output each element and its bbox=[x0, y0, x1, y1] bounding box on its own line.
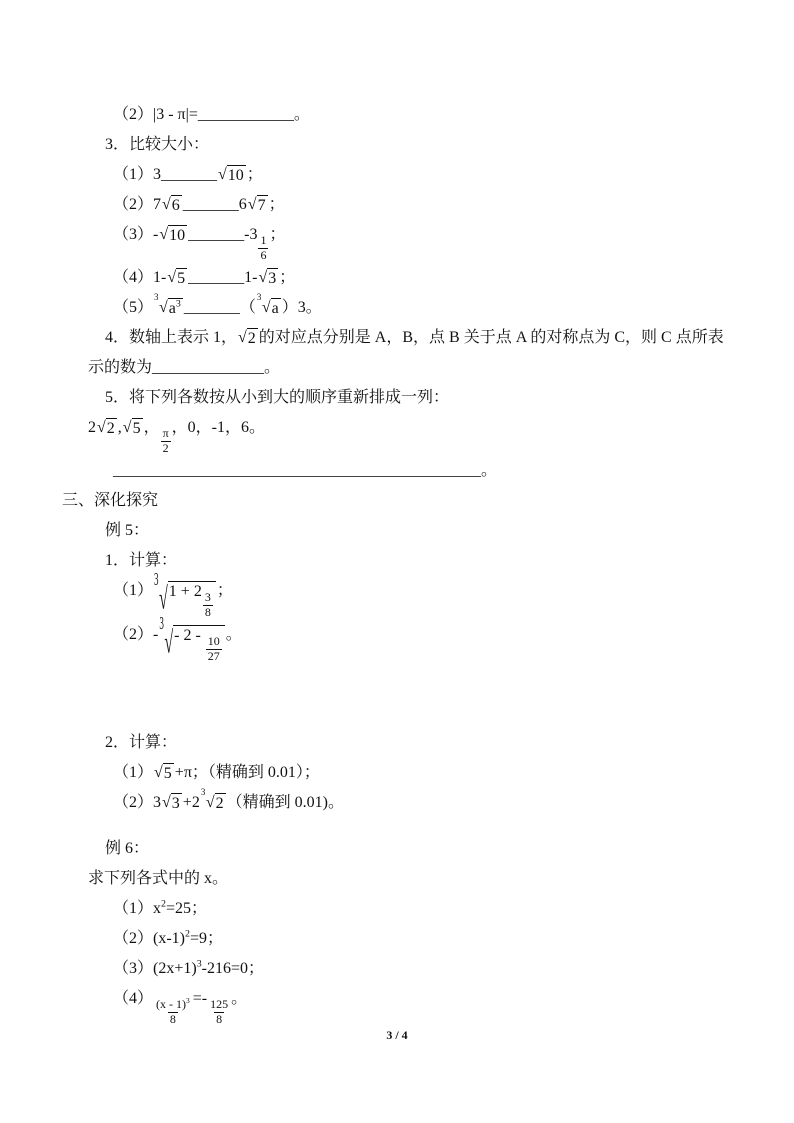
cube-root-radical: 3 √ - 2 - $\frac{10}{27}$ bbox=[164, 625, 224, 664]
document-line: $(1)x^2=25$； bbox=[113, 898, 207, 917]
document-line: 1．计算： bbox=[105, 551, 178, 569]
radical-index: 3 bbox=[256, 291, 262, 302]
square-root-radical: √ 5 bbox=[167, 268, 186, 287]
document-line: $(2)(x-1)^2=9$； bbox=[113, 928, 223, 947]
superscript: 2 bbox=[185, 928, 190, 940]
document-line: 4．数轴上表示 1， √ 2 的对应点分别是 A，B，点 B 关于点 A 的对称点为 C，则 C 点所表 bbox=[105, 328, 724, 347]
fraction: $\frac{3}{8}$ bbox=[204, 590, 211, 620]
superscript: 3 bbox=[186, 996, 190, 1006]
document-line: 2 √ 2 , √ 5 ， $\frac{\pi}{2}$ ，0，-1，6。 bbox=[88, 418, 265, 456]
square-root-radical: √ 7 bbox=[247, 196, 266, 214]
cube-root-radical: 3 √ $a^3$ bbox=[154, 291, 181, 317]
square-root-radical: √ 10 bbox=[159, 226, 186, 244]
fraction: $\frac{(x - 1)^3}{8}$ bbox=[156, 996, 190, 1027]
document-line: （2）|3 - π|=____________。 bbox=[113, 106, 310, 123]
document-line: （4）1- √ 5 _______1- √ 3 ； bbox=[113, 268, 296, 287]
cube-root-radical: 3 √ 2 bbox=[200, 786, 224, 812]
radical-index: 3 bbox=[154, 291, 159, 302]
fraction: $\frac{\pi}{2}$ bbox=[162, 426, 169, 456]
document-line: ______________________________________________。 bbox=[113, 461, 498, 479]
square-root-radical: √ 5 bbox=[122, 418, 141, 437]
document-body bbox=[62, 100, 748, 1027]
document-line: 3．比较大小： bbox=[105, 136, 210, 153]
square-root-radical: √ 3 bbox=[162, 793, 180, 812]
document-line: 例 5： bbox=[105, 521, 150, 539]
document-line: （3）- √ 10 _______-3 $\frac{1}{6}$ ； bbox=[113, 226, 286, 263]
square-root-radical: √ 3 bbox=[258, 268, 277, 287]
document-line: （2）7 √ 6 _______6 √ 7 ； bbox=[113, 196, 285, 214]
document-line: 示的数为______________。 bbox=[88, 358, 281, 376]
superscript: 3 bbox=[196, 958, 202, 970]
document-line: （2）3 √ 3 +2 3 √ 2 （精确到 0.01)。 bbox=[113, 786, 344, 812]
document-line: （5） 3 √ $a^3$ _______（ 3 √ a ）3。 bbox=[113, 291, 322, 317]
superscript: 3 bbox=[175, 298, 181, 310]
document-line: 2．计算： bbox=[105, 733, 178, 751]
document-line: （4） $\frac{(x - 1)^3}{8}$ =- $\frac{125}{8}$ 。 bbox=[113, 989, 248, 1027]
fraction: $\frac{10}{27}$ bbox=[207, 634, 220, 664]
cube-root-radical: 3 √ 1 + 2 $\frac{3}{8}$ bbox=[159, 581, 216, 620]
cube-root-radical: 3 √ a bbox=[256, 291, 279, 317]
document-line: （1）3_______ √ 10 ； bbox=[113, 166, 263, 184]
document-line: （2）- 3 √ - 2 - $\frac{10}{27}$ 。 bbox=[113, 613, 242, 664]
square-root-radical: √ 10 bbox=[218, 166, 244, 184]
radical-index: 3 bbox=[154, 569, 159, 589]
page-number: 3 / 4 bbox=[386, 1028, 408, 1042]
square-root-radical: √ 2 bbox=[97, 418, 115, 437]
document-line: 三、深化探究 bbox=[62, 491, 159, 509]
document-line: 求下列各式中的 x。 bbox=[88, 869, 229, 887]
square-root-radical: √ 5 bbox=[154, 763, 172, 782]
document-line: $(3)(2x+1)^3-216=0$； bbox=[113, 958, 264, 977]
radical-index: 3 bbox=[200, 786, 206, 797]
document-line: （1） 3 √ 1 + 2 $\frac{3}{8}$ ； bbox=[113, 569, 233, 620]
square-root-radical: √ 6 bbox=[162, 196, 180, 214]
document-line: （1） √ 5 +π；（精确到 0.01）； bbox=[113, 763, 320, 782]
fraction: $\frac{125}{8}$ bbox=[210, 997, 229, 1027]
fraction: $\frac{1}{6}$ bbox=[260, 233, 267, 263]
document-line: 5．将下列各数按从小到大的顺序重新排成一列： bbox=[105, 388, 450, 406]
radical-index: 3 bbox=[159, 613, 164, 633]
superscript: 2 bbox=[161, 898, 166, 910]
document-line: 例 6： bbox=[105, 839, 150, 857]
square-root-radical: √ 2 bbox=[238, 328, 256, 347]
